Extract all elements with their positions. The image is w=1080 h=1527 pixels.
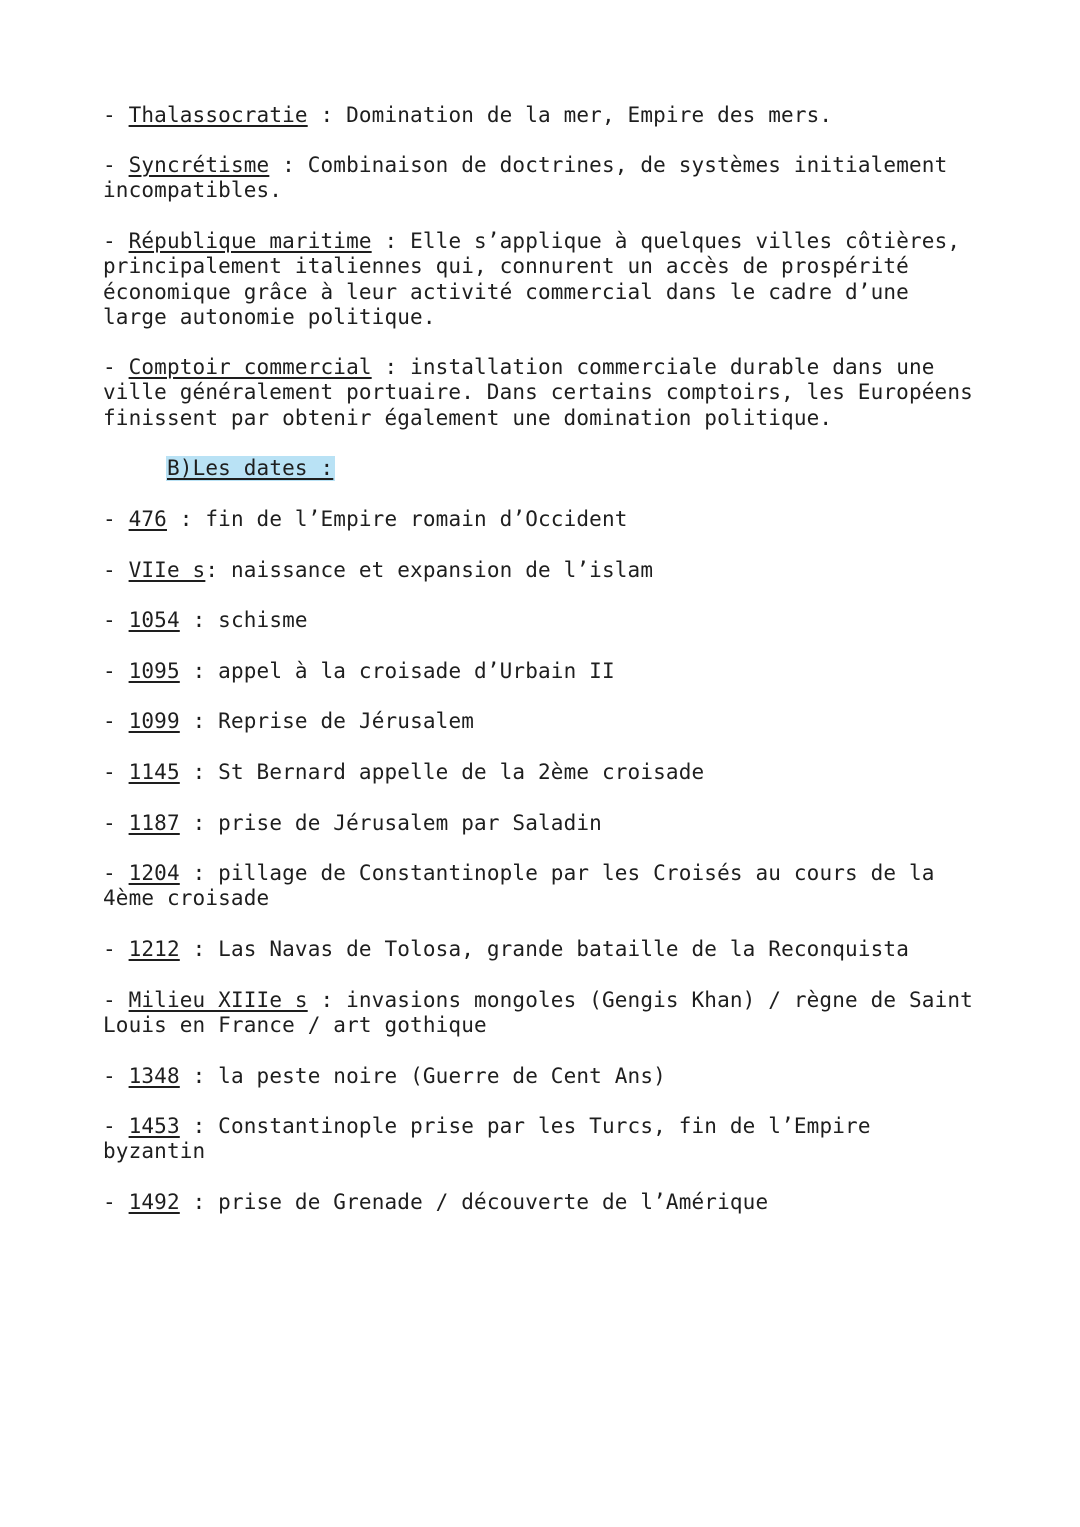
date-event: invasions mongoles (Gengis Khan) / règne de Saint Louis en France / art gothique [103,988,986,1038]
definition-separator: : [371,229,411,253]
date-item: - VIIe s: naissance et expansion de l’islam [103,558,654,582]
date-value: 1054 [128,608,180,632]
date-value: 1492 [128,1190,180,1214]
date-separator: : [179,760,219,784]
date-separator: : [307,988,347,1012]
date-value: 1095 [128,659,180,683]
date-separator: : [205,558,231,582]
date-item: - 1492 : prise de Grenade / découverte de l’Amérique [103,1190,769,1214]
date-separator: : [179,1114,219,1138]
date-event: Las Navas de Tolosa, grande bataille de la Reconquista [218,937,909,961]
date-separator: : [179,659,219,683]
date-event: Constantinople prise par les Turcs, fin de l’Empire byzantin [103,1114,884,1164]
date-value: 1212 [128,937,180,961]
definition-comptoir-commercial: - Comptoir commercial : installation commerciale durable dans une ville généralement portuaire. Dans certains comptoirs, les Européens finissent par obtenir également une domination politique. [103,355,986,430]
date-item: - 1095 : appel à la croisade d’Urbain II [103,659,615,683]
date-value: Milieu XIIIe s [128,988,308,1012]
date-item: - 476 : fin de l’Empire romain d’Occident [103,507,628,531]
date-value: 476 [128,507,167,531]
date-item: - 1099 : Reprise de Jérusalem [103,709,475,733]
definition-term: Thalassocratie [128,103,308,127]
definition-term: Syncrétisme [128,153,270,177]
definition-republique-maritime: - République maritime : Elle s’applique à quelques villes côtières, principalement italiennes qui, connurent un accès de prospérité économique grâce à leur activité commercial dans le cadre d’une large autonomie politique. [103,229,973,330]
date-event: la peste noire (Guerre de Cent Ans) [218,1064,666,1088]
definition-thalassocratie: - Thalassocratie : Domination de la mer, Empire des mers. [103,103,833,127]
section-heading-dates: B)Les dates : [167,456,334,480]
date-event: Reprise de Jérusalem [218,709,475,733]
date-item: - 1187 : prise de Jérusalem par Saladin [103,811,602,835]
definition-text: installation commerciale durable dans une ville généralement portuaire. Dans certains comptoirs, les Européens finissent par obtenir également une domination politique. [103,355,986,430]
date-event: appel à la croisade d’Urbain II [218,659,615,683]
date-value: 1453 [128,1114,180,1138]
date-separator: : [179,608,219,632]
definition-text: Combinaison de doctrines, de systèmes initialement incompatibles. [103,153,961,203]
date-item: - 1212 : Las Navas de Tolosa, grande bataille de la Reconquista [103,937,909,961]
date-item: - 1145 : St Bernard appelle de la 2ème croisade [103,760,705,784]
date-separator: : [166,507,206,531]
date-event: prise de Jérusalem par Saladin [218,811,602,835]
date-item: - 1348 : la peste noire (Guerre de Cent Ans) [103,1064,666,1088]
definition-separator: : [269,153,308,177]
date-value: 1099 [128,709,180,733]
date-item: - Milieu XIIIe s : invasions mongoles (Gengis Khan) / règne de Saint Louis en France / art gothique [103,988,986,1038]
date-item: - 1453 : Constantinople prise par les Turcs, fin de l’Empire byzantin [103,1114,884,1164]
date-separator: : [179,1190,219,1214]
date-event: pillage de Constantinople par les Croisés au cours de la 4ème croisade [103,861,948,911]
definition-text: Domination de la mer, Empire des mers. [346,103,833,127]
date-value: 1145 [128,760,180,784]
definition-syncretisme: - Syncrétisme : Combinaison de doctrines, de systèmes initialement incompatibles. [103,153,961,203]
date-separator: : [179,1064,219,1088]
date-event: St Bernard appelle de la 2ème croisade [218,760,705,784]
definition-separator: : [307,103,347,127]
date-item: - 1204 : pillage de Constantinople par les Croisés au cours de la 4ème croisade [103,861,948,911]
date-item: - 1054 : schisme [103,608,308,632]
date-value: 1204 [128,861,180,885]
definition-separator: : [371,355,411,379]
date-event: prise de Grenade / découverte de l’Amérique [218,1190,769,1214]
date-separator: : [179,811,219,835]
date-value: VIIe s [128,558,206,582]
date-value: 1348 [128,1064,180,1088]
definition-term: République maritime [128,229,372,253]
definition-term: Comptoir commercial [128,355,372,379]
date-separator: : [179,937,219,961]
date-separator: : [179,861,219,885]
definition-text: Elle s’applique à quelques villes côtières, principalement italiennes qui, connurent un accès de prospérité économique grâce à leur activité commercial dans le cadre d’une large autonomie politique. [103,229,973,330]
date-event: fin de l’Empire romain d’Occident [205,507,628,531]
date-event: schisme [218,608,308,632]
date-separator: : [179,709,219,733]
date-value: 1187 [128,811,180,835]
date-event: naissance et expansion de l’islam [230,558,654,582]
